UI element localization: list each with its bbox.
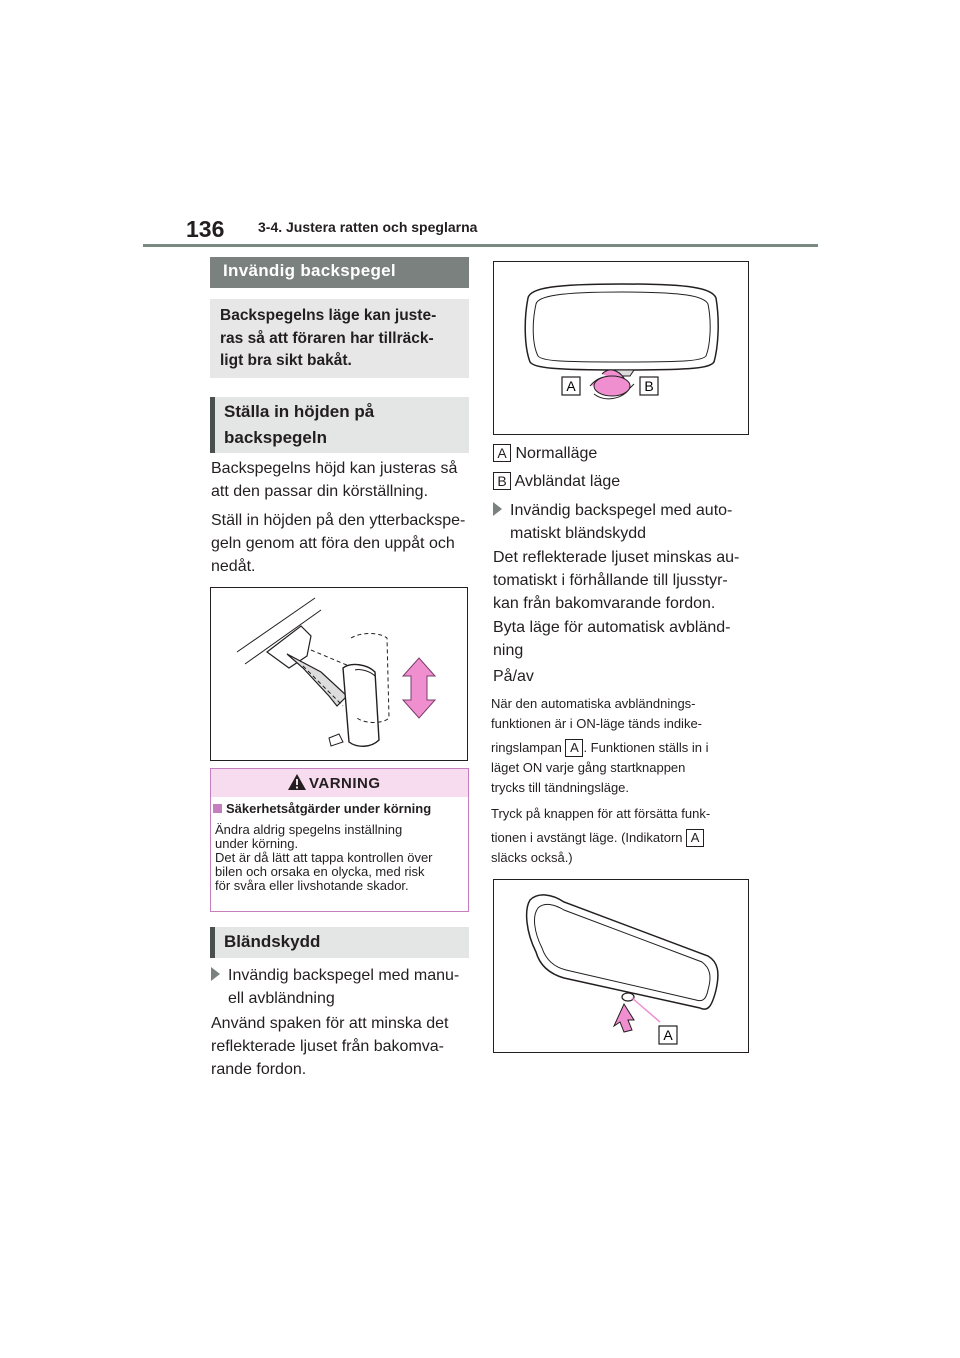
intro-box: [210, 299, 469, 378]
warning-title: VARNING: [309, 775, 381, 792]
heading-inside-mirror-text: Invändig backspegel: [223, 261, 396, 280]
warning-line-2: under körning.: [215, 836, 299, 851]
legend-a-badge: A: [493, 444, 511, 462]
warning-box: [210, 768, 469, 912]
fig1-label-b: B: [644, 378, 654, 394]
small-line-5: trycks till tändningsläge.: [491, 780, 630, 795]
warning-subtitle: Säkerhetsåtgärder under körning: [226, 801, 432, 816]
small-line-2: funktionen är i ON-läge tänds indike-: [491, 716, 703, 731]
small-line-1: När den automatiska avbländnings-: [491, 696, 696, 711]
figure-mirror-height: [210, 587, 468, 761]
legend-a-text: Normalläge: [515, 445, 598, 462]
paragraph-auto: Det reflekterade ljuset minskas au- tomatiskt i förhållande till ljusstyr- kan från bakomvarande fordon.: [493, 549, 740, 612]
paragraph-onoff: På/av: [493, 668, 534, 685]
small-line-6: Tryck på knappen för att försätta funk-: [491, 806, 711, 821]
paragraph-manual: Använd spaken för att minska det reflekterade ljuset från bakomva- rande fordon.: [211, 1015, 449, 1078]
subheading-glare: [210, 927, 469, 958]
bullet-auto-text: Invändig backspegel med auto- matiskt bländskydd: [510, 502, 733, 542]
small-line-7: [491, 828, 751, 848]
small-line-7a: tionen i avstängt läge. (Indikatorn: [491, 830, 683, 845]
bullet-manual: [211, 964, 469, 1010]
warning-subtitle-row: [213, 801, 431, 816]
legend-b-text: Avbländat läge: [514, 473, 621, 490]
warning-header: [211, 769, 468, 797]
small-line-4: läget ON varje gång startknappen: [491, 760, 686, 775]
paragraph-switch: Byta läge för automatisk avbländ- ning: [493, 619, 731, 659]
legend-b-badge: B: [493, 472, 511, 490]
mirror-height-illustration: [211, 588, 469, 762]
warning-triangle-icon: [287, 773, 307, 791]
small-line-3b: . Funktionen ställs in i: [583, 740, 709, 755]
fig3-label-a: A: [663, 1027, 673, 1043]
paragraph-height-1: Backspegelns höjd kan justeras så att den passar din körställning.: [211, 460, 458, 500]
warning-line-1: Ändra aldrig spegelns inställning: [215, 822, 403, 837]
figure-mirror-manual: [493, 261, 749, 435]
small-line-7-badge: A: [686, 829, 704, 847]
page-number: 136: [186, 216, 225, 242]
subheading-height: [210, 397, 469, 453]
fig1-label-a: A: [566, 378, 576, 394]
small-text-block: [491, 694, 751, 868]
warning-body: [215, 823, 465, 893]
small-line-3a: ringslampan: [491, 740, 562, 755]
mirror-manual-illustration: [494, 262, 750, 436]
legend-b: [493, 470, 749, 493]
figure-mirror-auto: [493, 879, 749, 1053]
warning-line-3: Det är då lätt att tappa kontrollen över: [215, 850, 433, 865]
heading-inside-mirror: [210, 257, 469, 288]
bullet-arrow-icon: [211, 967, 220, 981]
paragraph-height-2: Ställ in höjden på den ytterbackspe- geln genom att föra den uppåt och nedåt.: [211, 512, 466, 575]
small-line-8: släcks också.): [491, 850, 573, 865]
bullet-arrow-icon: [493, 502, 502, 516]
header-rule: [143, 244, 818, 247]
legend-a: [493, 442, 749, 465]
section-title: 3-4. Justera ratten och speglarna: [258, 219, 478, 235]
mirror-auto-illustration: [494, 880, 750, 1054]
bullet-manual-text: Invändig backspegel med manu- ell avbländning: [228, 967, 460, 1007]
small-line-3-badge: A: [565, 739, 583, 757]
warning-line-5: för svåra eller livshotande skador.: [215, 878, 409, 893]
warning-line-4: bilen och orsaka en olycka, med risk: [215, 864, 425, 879]
subheading-glare-text: Bländskydd: [224, 932, 321, 951]
intro-text: Backspegelns läge kan juste- ras så att föraren har tillräck- ligt bra sikt bakåt.: [220, 307, 437, 369]
warning-bullet-icon: [213, 804, 222, 813]
bullet-auto: [493, 499, 749, 545]
small-line-3: [491, 738, 751, 758]
subheading-height-text: Ställa in höjden på backspegeln: [224, 402, 375, 447]
